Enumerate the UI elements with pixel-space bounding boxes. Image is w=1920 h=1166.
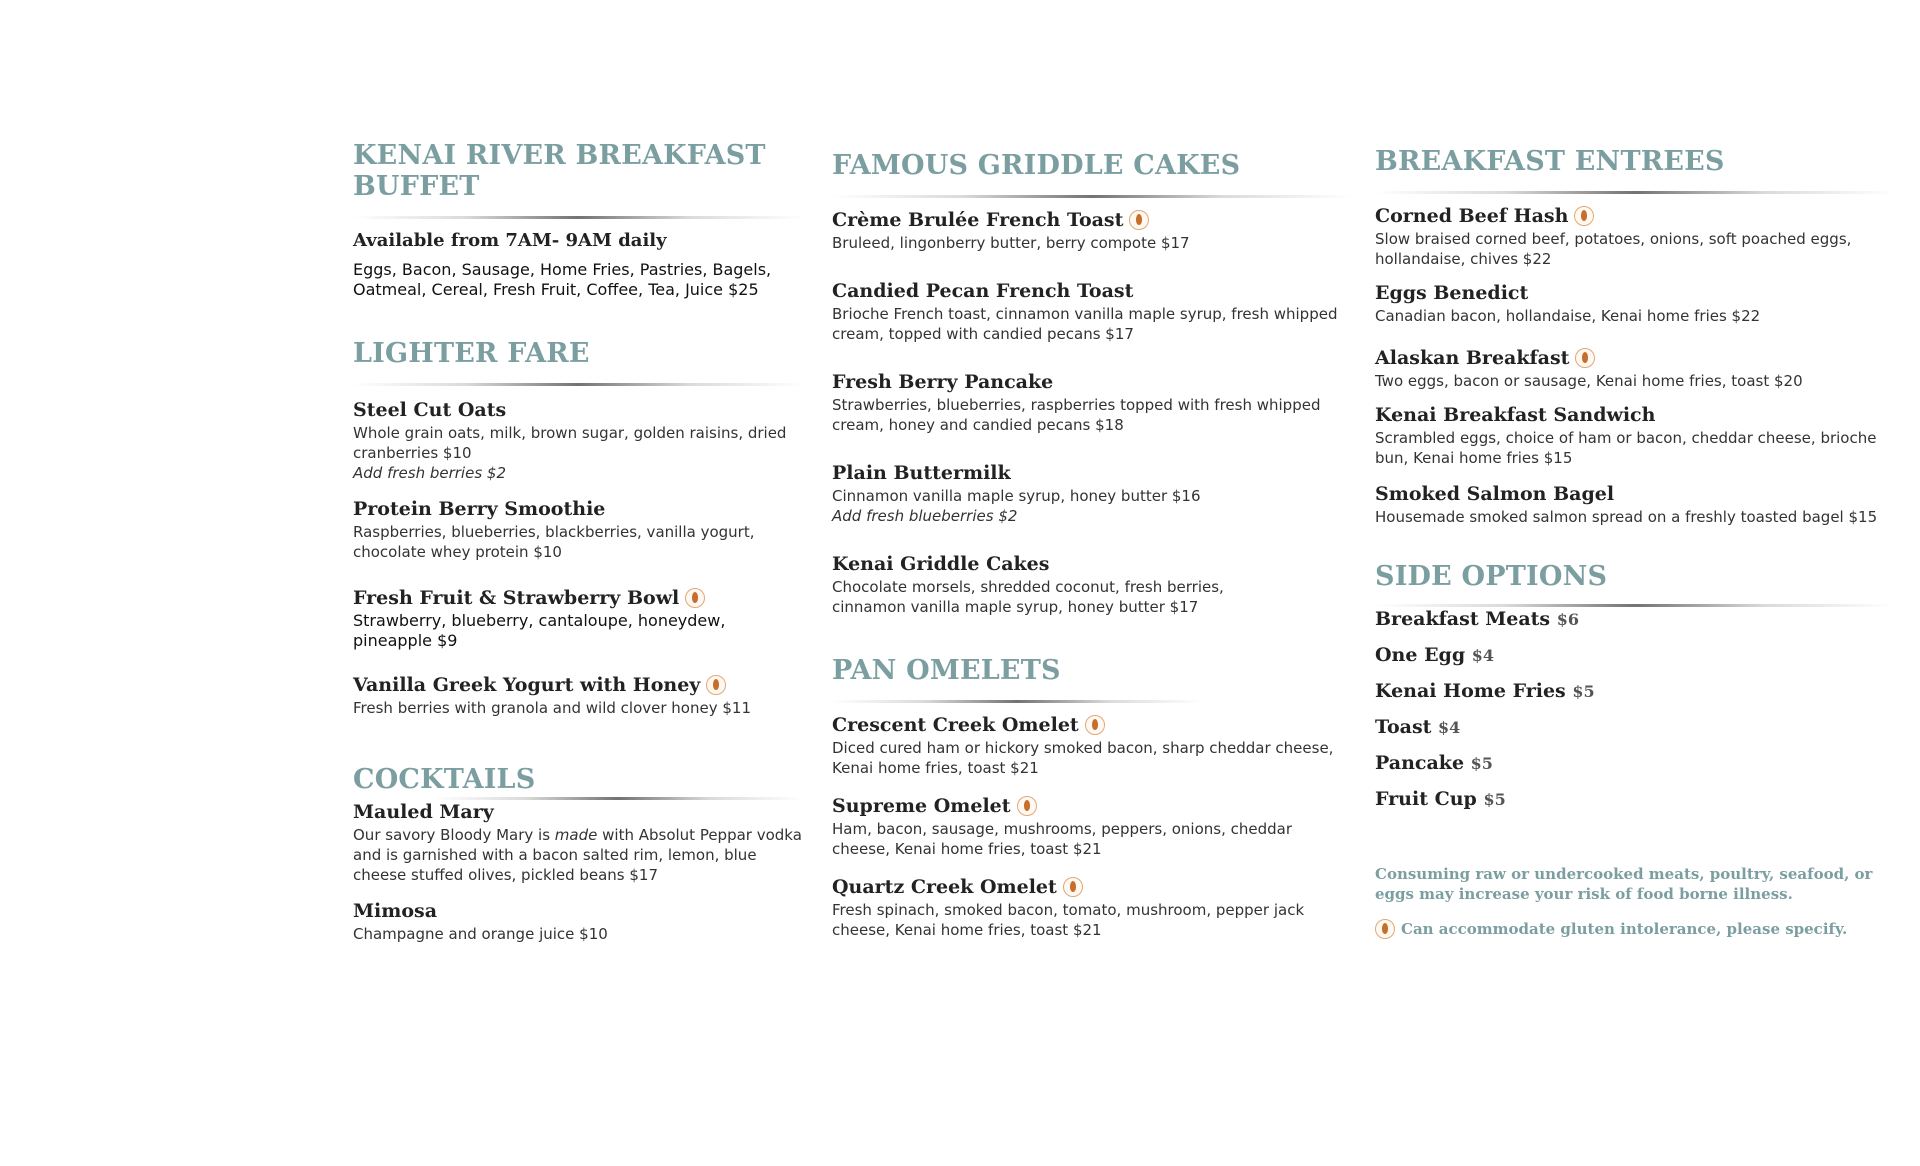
section-title-cocktails: COCKTAILS xyxy=(353,764,536,795)
item-name: Quartz Creek Omelet xyxy=(832,876,1057,898)
gluten-free-icon xyxy=(1085,715,1105,735)
side-price: $4 xyxy=(1471,646,1495,665)
item-name: Fresh Fruit & Strawberry Bowl xyxy=(353,587,680,609)
item-description: Raspberries, blueberries, blackberries, vanilla yogurt, chocolate whey protein $10 xyxy=(353,523,755,561)
item-description: Bruleed, lingonberry butter, berry compote $17 xyxy=(832,234,1190,252)
section-title-lighter-fare: LIGHTER FARE xyxy=(353,338,590,369)
menu-item-fresh-berry-pancake xyxy=(832,370,1352,435)
side-price: $5 xyxy=(1483,790,1506,809)
side-item-toast: Toast $4 xyxy=(1375,716,1461,738)
item-name: Kenai Griddle Cakes xyxy=(832,553,1050,575)
gluten-notice xyxy=(1375,919,1895,939)
item-addon: Add fresh berries $2 xyxy=(353,464,506,482)
item-description: Scrambled eggs, choice of ham or bacon, cheddar cheese, brioche bun, Kenai home fries $15 xyxy=(1375,429,1877,467)
menu-item-fresh-fruit-bowl xyxy=(353,586,803,651)
menu-item-eggs-benedict xyxy=(1375,281,1895,326)
menu-item-kenai-breakfast-sandwich xyxy=(1375,403,1895,468)
item-description: Diced cured ham or hickory smoked bacon, sharp cheddar cheese, Kenai home fries, toast $21 xyxy=(832,739,1334,777)
item-description: Champagne and orange juice $10 xyxy=(353,925,608,943)
gluten-free-icon xyxy=(1129,210,1149,230)
menu-item-steel-cut-oats xyxy=(353,398,803,483)
gluten-free-icon xyxy=(1063,877,1083,897)
side-item-kenai-home-fries: Kenai Home Fries $5 xyxy=(1375,680,1595,702)
item-description: Two eggs, bacon or sausage, Kenai home fries, toast $20 xyxy=(1375,372,1803,390)
item-name: Plain Buttermilk xyxy=(832,462,1011,484)
menu-item-kenai-griddle-cakes xyxy=(832,552,1352,617)
item-name: Fresh Berry Pancake xyxy=(832,371,1054,393)
item-name: Crème Brulée French Toast xyxy=(832,209,1124,231)
side-price: $6 xyxy=(1556,610,1580,629)
item-description: Fresh berries with granola and wild clover honey $11 xyxy=(353,699,751,717)
menu-item-supreme-omelet xyxy=(832,794,1352,859)
section-divider xyxy=(353,216,803,219)
item-name: Kenai Breakfast Sandwich xyxy=(1375,404,1656,426)
menu-item-candied-pecan-french-toast xyxy=(832,279,1352,344)
gluten-free-icon xyxy=(1017,796,1037,816)
menu-item-corned-beef-hash xyxy=(1375,204,1895,269)
gluten-free-icon xyxy=(706,675,726,695)
menu-item-quartz-creek-omelet xyxy=(832,875,1352,940)
item-description: Cinnamon vanilla maple syrup, honey butter $16 xyxy=(832,487,1201,505)
item-name: Supreme Omelet xyxy=(832,795,1011,817)
menu-item-alaskan-breakfast xyxy=(1375,346,1895,391)
item-description: Whole grain oats, milk, brown sugar, golden raisins, dried cranberries $10 xyxy=(353,424,787,462)
section-divider xyxy=(353,383,803,386)
menu-column-middle xyxy=(832,150,1352,940)
item-name: Protein Berry Smoothie xyxy=(353,498,606,520)
section-divider xyxy=(832,195,1352,198)
side-item-breakfast-meats: Breakfast Meats $6 xyxy=(1375,608,1580,630)
gluten-free-icon xyxy=(1375,919,1395,939)
section-title-buffet: KENAI RIVER BREAKFAST BUFFET xyxy=(353,140,766,202)
menu-item-mauled-mary xyxy=(353,800,803,885)
menu-item-crescent-creek-omelet xyxy=(832,713,1352,778)
item-name: Corned Beef Hash xyxy=(1375,205,1569,227)
menu-item-protein-berry-smoothie xyxy=(353,497,803,562)
side-price: $4 xyxy=(1438,718,1461,737)
item-description: Our savory Bloody Mary is made with Absolut Peppar vodka and is garnished with a bacon salted rim, lemon, blue cheese stuffed olives, pickled beans $17 xyxy=(353,826,802,884)
buffet-hours: Available from 7AM- 9AM daily xyxy=(353,230,667,251)
item-description: Strawberries, blueberries, raspberries topped with fresh whipped cream, honey and candied pecans $18 xyxy=(832,396,1321,434)
gluten-free-icon xyxy=(1575,348,1595,368)
item-name: Alaskan Breakfast xyxy=(1375,347,1570,369)
item-name: Mauled Mary xyxy=(353,801,494,823)
item-name: Steel Cut Oats xyxy=(353,399,507,421)
section-title-breakfast-entrees: BREAKFAST ENTREES xyxy=(1375,146,1725,177)
menu-item-mimosa xyxy=(353,899,803,944)
raw-food-warning: Consuming raw or undercooked meats, poultry, seafood, or eggs may increase your risk of food borne illness. xyxy=(1375,865,1873,903)
item-description: Strawberry, blueberry, cantaloupe, honeydew, pineapple $9 xyxy=(353,611,726,650)
item-description: Housemade smoked salmon spread on a freshly toasted bagel $15 xyxy=(1375,508,1878,526)
menu-item-vanilla-greek-yogurt xyxy=(353,673,803,718)
buffet-description: Eggs, Bacon, Sausage, Home Fries, Pastries, Bagels, Oatmeal, Cereal, Fresh Fruit, Coffee, Tea, Juice $25 xyxy=(353,260,772,299)
gluten-free-icon xyxy=(1574,206,1594,226)
item-description: Brioche French toast, cinnamon vanilla maple syrup, fresh whipped cream, topped with candied pecans $17 xyxy=(832,305,1338,343)
side-item-pancake: Pancake $5 xyxy=(1375,752,1493,774)
item-name: Candied Pecan French Toast xyxy=(832,280,1134,302)
item-addon: Add fresh blueberries $2 xyxy=(832,507,1018,525)
section-divider xyxy=(1375,191,1895,194)
section-title-pan-omelets: PAN OMELETS xyxy=(832,655,1061,686)
section-title-griddle-cakes: FAMOUS GRIDDLE CAKES xyxy=(832,150,1241,181)
side-item-one-egg: One Egg $4 xyxy=(1375,644,1495,666)
item-description: Slow braised corned beef, potatoes, onions, soft poached eggs, hollandaise, chives $22 xyxy=(1375,230,1852,268)
menu-column-left xyxy=(353,140,803,944)
section-divider xyxy=(832,700,1202,703)
item-name: Crescent Creek Omelet xyxy=(832,714,1079,736)
item-name: Eggs Benedict xyxy=(1375,282,1529,304)
side-item-fruit-cup: Fruit Cup $5 xyxy=(1375,788,1506,810)
section-title-side-options: SIDE OPTIONS xyxy=(1375,561,1608,592)
item-name: Mimosa xyxy=(353,900,438,922)
item-name: Vanilla Greek Yogurt with Honey xyxy=(353,674,701,696)
side-price: $5 xyxy=(1572,682,1595,701)
item-name: Smoked Salmon Bagel xyxy=(1375,483,1615,505)
item-description: Canadian bacon, hollandaise, Kenai home fries $22 xyxy=(1375,307,1761,325)
menu-item-plain-buttermilk xyxy=(832,461,1352,526)
gluten-notice-text: Can accommodate gluten intolerance, please specify. xyxy=(1401,920,1848,938)
item-description: Fresh spinach, smoked bacon, tomato, mushroom, pepper jack cheese, Kenai home fries, toast $21 xyxy=(832,901,1305,939)
gluten-free-icon xyxy=(685,588,705,608)
item-description: Chocolate morsels, shredded coconut, fresh berries, cinnamon vanilla maple syrup, honey butter $17 xyxy=(832,578,1224,616)
side-price: $5 xyxy=(1470,754,1493,773)
menu-column-right xyxy=(1375,146,1895,939)
menu-item-smoked-salmon-bagel xyxy=(1375,482,1895,527)
item-description: Ham, bacon, sausage, mushrooms, peppers, onions, cheddar cheese, Kenai home fries, toast $21 xyxy=(832,820,1293,858)
menu-item-creme-brulee-french-toast xyxy=(832,208,1352,253)
